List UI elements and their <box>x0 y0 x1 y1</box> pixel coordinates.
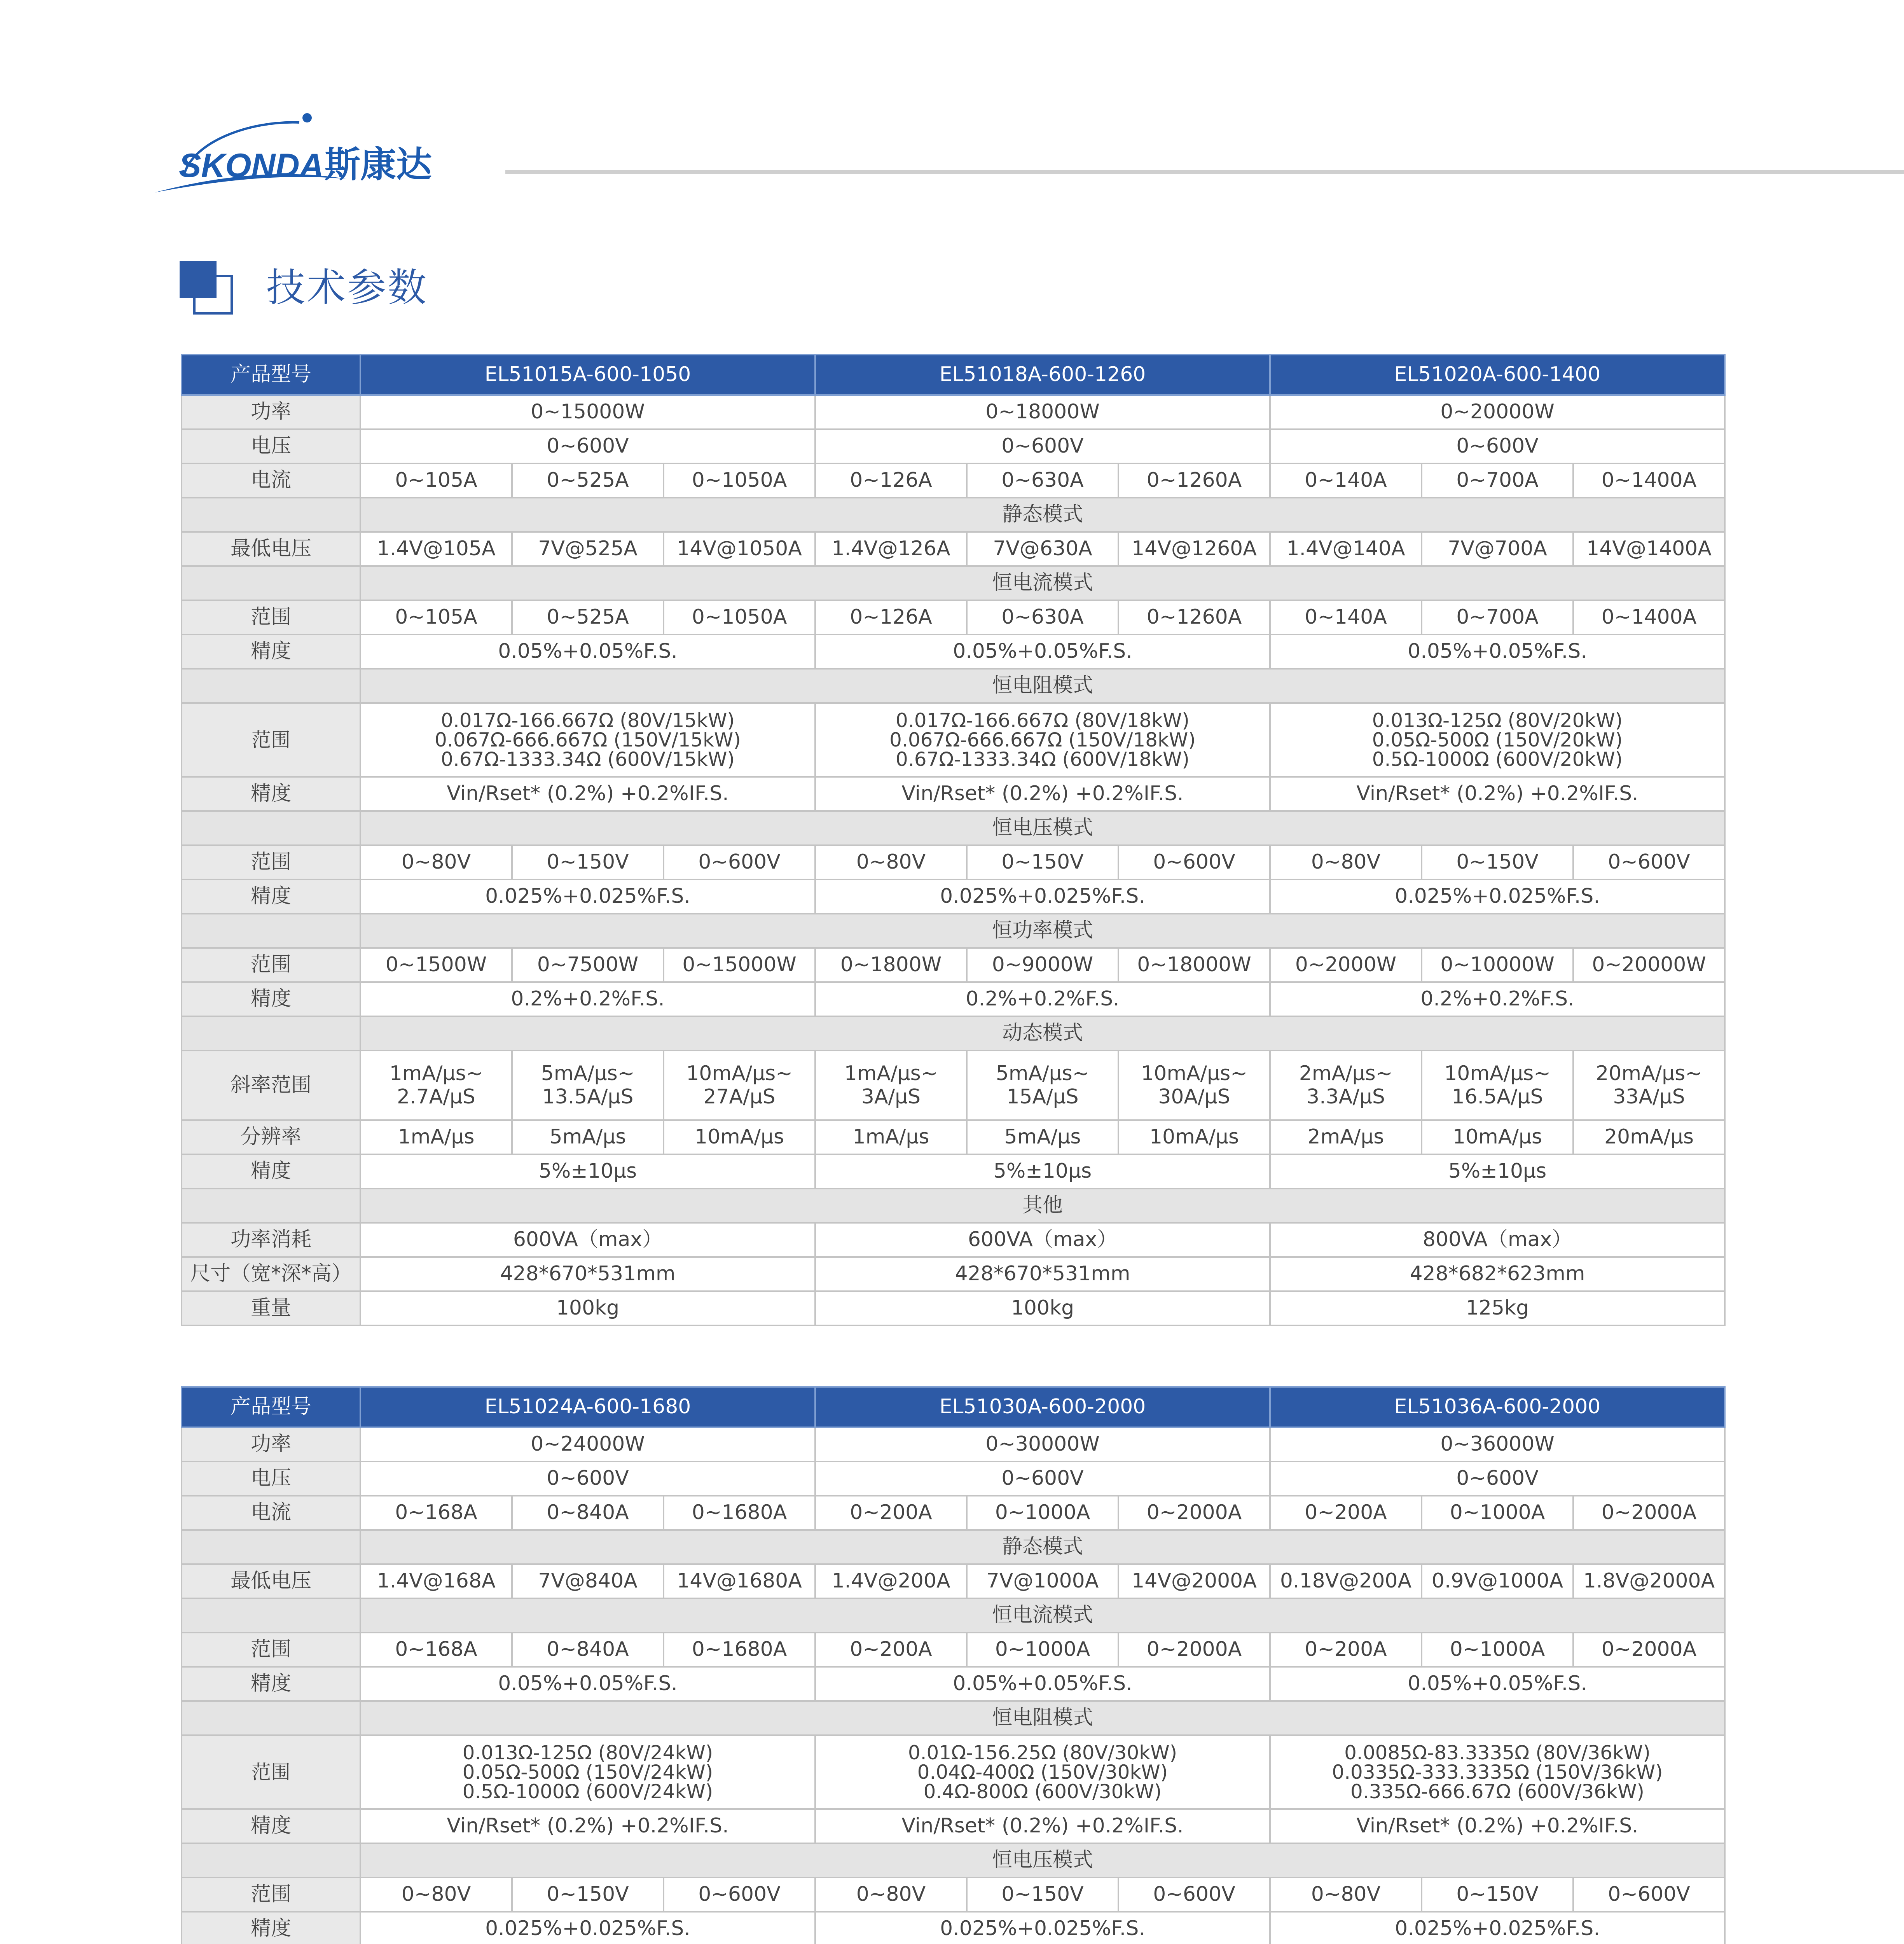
current-value: 0~105A <box>360 463 512 498</box>
cv-range-value: 0~80V <box>360 845 512 879</box>
slew-line: 2mA/μs~ <box>1299 1061 1393 1085</box>
power-value: 0~15000W <box>360 395 815 429</box>
slew-line: 3A/μS <box>861 1085 921 1108</box>
min-voltage-value: 14V@1400A <box>1573 532 1725 566</box>
section-spacer <box>182 1701 360 1735</box>
label-accuracy: 精度 <box>182 1809 360 1843</box>
cp-range-value: 0~1800W <box>815 948 967 982</box>
voltage-value: 0~600V <box>815 429 1270 463</box>
slew-line: 1mA/μs~ <box>389 1061 483 1085</box>
label-range: 范围 <box>182 600 360 635</box>
label-current: 电流 <box>182 1496 360 1530</box>
cv-range-value: 0~80V <box>815 845 967 879</box>
label-accuracy: 精度 <box>182 879 360 914</box>
label-voltage: 电压 <box>182 1461 360 1496</box>
cr-range-line: 0.0335Ω-333.3335Ω (150V/36kW) <box>1332 1761 1663 1783</box>
label-power: 功率 <box>182 1427 360 1461</box>
section-spacer <box>182 1189 360 1223</box>
cr-range-line: 0.017Ω-166.667Ω (80V/15kW) <box>441 709 735 732</box>
current-value: 0~1000A <box>1422 1496 1573 1530</box>
cv-range-value: 0~80V <box>815 1878 967 1912</box>
label-weight: 重量 <box>182 1291 360 1325</box>
slew-value <box>1422 1051 1573 1120</box>
cr-range-line: 0.01Ω-156.25Ω (80V/30kW) <box>908 1741 1177 1764</box>
cc-range-value: 0~1260A <box>1118 600 1270 635</box>
current-value: 0~1680A <box>664 1496 815 1530</box>
cc-range-value: 0~168A <box>360 1633 512 1667</box>
min-voltage-value: 7V@840A <box>512 1564 664 1598</box>
slew-value <box>664 1051 815 1120</box>
resolution-value: 20mA/μs <box>1573 1120 1725 1154</box>
slew-line: 10mA/μs~ <box>1444 1061 1551 1085</box>
spec-table <box>181 354 1726 1326</box>
cv-range-value: 0~600V <box>1118 1878 1270 1912</box>
consumption-value: 600VA（max） <box>360 1223 815 1257</box>
size-value: 428*670*531mm <box>815 1257 1270 1291</box>
label-range: 范围 <box>182 948 360 982</box>
section-static: 静态模式 <box>360 498 1725 532</box>
section-spacer <box>182 1843 360 1878</box>
cr-accuracy-value: Vin/Rset* (0.2%) +0.2%IF.S. <box>360 1809 815 1843</box>
cp-range-value: 0~20000W <box>1573 948 1725 982</box>
section-spacer <box>182 1598 360 1633</box>
cr-range-value <box>815 1735 1270 1809</box>
cv-range-value: 0~80V <box>1270 845 1422 879</box>
slew-line: 27A/μS <box>703 1085 776 1108</box>
slew-line: 1mA/μs~ <box>844 1061 938 1085</box>
label-min-voltage: 最低电压 <box>182 532 360 566</box>
section-cr: 恒电阻模式 <box>360 1701 1725 1735</box>
cr-range-value <box>1270 703 1725 777</box>
min-voltage-value: 7V@700A <box>1422 532 1573 566</box>
current-value: 0~126A <box>815 463 967 498</box>
min-voltage-value: 7V@525A <box>512 532 664 566</box>
cp-accuracy-value: 0.2%+0.2%F.S. <box>1270 982 1725 1016</box>
section-cc: 恒电流模式 <box>360 1598 1725 1633</box>
current-value: 0~2000A <box>1118 1496 1270 1530</box>
cc-accuracy-value: 0.05%+0.05%F.S. <box>815 635 1270 669</box>
cr-accuracy-value: Vin/Rset* (0.2%) +0.2%IF.S. <box>1270 777 1725 811</box>
section-spacer <box>182 669 360 703</box>
size-value: 428*670*531mm <box>360 1257 815 1291</box>
slew-value <box>1270 1051 1422 1120</box>
cr-range-line: 0.067Ω-666.667Ω (150V/15kW) <box>435 729 741 751</box>
cr-range-line: 0.017Ω-166.667Ω (80V/18kW) <box>896 709 1190 732</box>
voltage-value: 0~600V <box>1270 429 1725 463</box>
label-model: 产品型号 <box>182 1387 360 1427</box>
current-value: 0~525A <box>512 463 664 498</box>
cc-range-value: 0~1000A <box>967 1633 1118 1667</box>
section-cp: 恒功率模式 <box>360 914 1725 948</box>
label-min-voltage: 最低电压 <box>182 1564 360 1598</box>
current-value: 0~2000A <box>1573 1496 1725 1530</box>
section-spacer <box>182 566 360 600</box>
logo-dot <box>302 113 312 122</box>
voltage-value: 0~600V <box>360 429 815 463</box>
section-static: 静态模式 <box>360 1530 1725 1564</box>
cv-accuracy-value: 0.025%+0.025%F.S. <box>815 1912 1270 1944</box>
cr-accuracy-value: Vin/Rset* (0.2%) +0.2%IF.S. <box>360 777 815 811</box>
resolution-value: 10mA/μs <box>1118 1120 1270 1154</box>
voltage-value: 0~600V <box>360 1461 815 1496</box>
weight-value: 100kg <box>360 1291 815 1325</box>
cr-range-line: 0.05Ω-500Ω (150V/24kW) <box>462 1761 713 1783</box>
power-value: 0~18000W <box>815 395 1270 429</box>
power-value: 0~36000W <box>1270 1427 1725 1461</box>
weight-value: 100kg <box>815 1291 1270 1325</box>
label-range: 范围 <box>182 703 360 777</box>
label-range: 范围 <box>182 1633 360 1667</box>
label-accuracy: 精度 <box>182 635 360 669</box>
cc-range-value: 0~200A <box>1270 1633 1422 1667</box>
size-value: 428*682*623mm <box>1270 1257 1725 1291</box>
cr-range-line: 0.67Ω-1333.34Ω (600V/18kW) <box>896 748 1190 771</box>
label-range: 范围 <box>182 845 360 879</box>
slew-value <box>512 1051 664 1120</box>
section-cv: 恒电压模式 <box>360 811 1725 845</box>
cc-range-value: 0~140A <box>1270 600 1422 635</box>
cv-accuracy-value: 0.025%+0.025%F.S. <box>360 879 815 914</box>
cv-range-value: 0~80V <box>1270 1878 1422 1912</box>
min-voltage-value: 14V@2000A <box>1118 1564 1270 1598</box>
model-name: EL51024A-600-1680 <box>360 1387 815 1427</box>
cv-accuracy-value: 0.025%+0.025%F.S. <box>1270 1912 1725 1944</box>
cv-range-value: 0~600V <box>664 1878 815 1912</box>
slew-line: 2.7A/μS <box>397 1085 475 1108</box>
cc-range-value: 0~840A <box>512 1633 664 1667</box>
cr-range-line: 0.67Ω-1333.34Ω (600V/15kW) <box>441 748 735 771</box>
cr-range-value <box>360 703 815 777</box>
min-voltage-value: 14V@1680A <box>664 1564 815 1598</box>
skonda-logo <box>148 99 451 196</box>
resolution-value: 5mA/μs <box>967 1120 1118 1154</box>
cp-range-value: 0~9000W <box>967 948 1118 982</box>
cv-range-value: 0~150V <box>512 1878 664 1912</box>
section-cc: 恒电流模式 <box>360 566 1725 600</box>
cv-range-value: 0~150V <box>512 845 664 879</box>
cc-accuracy-value: 0.05%+0.05%F.S. <box>1270 1667 1725 1701</box>
current-value: 0~700A <box>1422 463 1573 498</box>
cv-accuracy-value: 0.025%+0.025%F.S. <box>360 1912 815 1944</box>
cp-range-value: 0~18000W <box>1118 948 1270 982</box>
label-accuracy: 精度 <box>182 1667 360 1701</box>
label-resolution: 分辨率 <box>182 1120 360 1154</box>
current-value: 0~1050A <box>664 463 815 498</box>
label-voltage: 电压 <box>182 429 360 463</box>
slew-value <box>1118 1051 1270 1120</box>
cv-range-value: 0~150V <box>1422 1878 1573 1912</box>
cp-accuracy-value: 0.2%+0.2%F.S. <box>815 982 1270 1016</box>
min-voltage-value: 1.4V@105A <box>360 532 512 566</box>
label-accuracy: 精度 <box>182 1912 360 1944</box>
cp-range-value: 0~2000W <box>1270 948 1422 982</box>
slew-value <box>815 1051 967 1120</box>
cp-accuracy-value: 0.2%+0.2%F.S. <box>360 982 815 1016</box>
min-voltage-value: 0.18V@200A <box>1270 1564 1422 1598</box>
cc-accuracy-value: 0.05%+0.05%F.S. <box>360 635 815 669</box>
cv-range-value: 0~150V <box>1422 845 1573 879</box>
power-value: 0~20000W <box>1270 395 1725 429</box>
power-value: 0~24000W <box>360 1427 815 1461</box>
resolution-value: 1mA/μs <box>360 1120 512 1154</box>
resolution-value: 1mA/μs <box>815 1120 967 1154</box>
model-name: EL51020A-600-1400 <box>1270 355 1725 395</box>
slew-line: 5mA/μs~ <box>996 1061 1090 1085</box>
section-spacer <box>182 1016 360 1051</box>
cc-range-value: 0~2000A <box>1118 1633 1270 1667</box>
min-voltage-value: 1.8V@2000A <box>1573 1564 1725 1598</box>
min-voltage-value: 0.9V@1000A <box>1422 1564 1573 1598</box>
cp-range-value: 0~15000W <box>664 948 815 982</box>
consumption-value: 800VA（max） <box>1270 1223 1725 1257</box>
resolution-value: 5mA/μs <box>512 1120 664 1154</box>
label-accuracy: 精度 <box>182 1154 360 1189</box>
cv-range-value: 0~600V <box>1573 1878 1725 1912</box>
label-range: 范围 <box>182 1735 360 1809</box>
slew-line: 33A/μS <box>1613 1085 1685 1108</box>
current-value: 0~140A <box>1270 463 1422 498</box>
min-voltage-value: 1.4V@140A <box>1270 532 1422 566</box>
min-voltage-value: 1.4V@200A <box>815 1564 967 1598</box>
cr-accuracy-value: Vin/Rset* (0.2%) +0.2%IF.S. <box>815 777 1270 811</box>
cr-range-value <box>1270 1735 1725 1809</box>
model-name: EL51015A-600-1050 <box>360 355 815 395</box>
spec-table <box>181 1386 1726 1944</box>
cr-range-line: 0.5Ω-1000Ω (600V/20kW) <box>1372 748 1623 771</box>
model-name: EL51036A-600-2000 <box>1270 1387 1725 1427</box>
section-title-icon <box>180 261 230 312</box>
label-size: 尺寸（宽*深*高） <box>182 1257 360 1291</box>
label-current: 电流 <box>182 463 360 498</box>
label-consumption: 功率消耗 <box>182 1223 360 1257</box>
label-model: 产品型号 <box>182 355 360 395</box>
cv-range-value: 0~150V <box>967 845 1118 879</box>
cv-accuracy-value: 0.025%+0.025%F.S. <box>815 879 1270 914</box>
cv-accuracy-value: 0.025%+0.025%F.S. <box>1270 879 1725 914</box>
cc-accuracy-value: 0.05%+0.05%F.S. <box>1270 635 1725 669</box>
cr-range-line: 0.335Ω-666.67Ω (600V/36kW) <box>1350 1780 1644 1803</box>
voltage-value: 0~600V <box>1270 1461 1725 1496</box>
min-voltage-value: 14V@1050A <box>664 532 815 566</box>
header-rule <box>505 170 1904 174</box>
resolution-value: 10mA/μs <box>1422 1120 1573 1154</box>
cr-range-line: 0.067Ω-666.667Ω (150V/18kW) <box>889 729 1196 751</box>
power-value: 0~30000W <box>815 1427 1270 1461</box>
slew-value <box>1573 1051 1725 1120</box>
cp-range-value: 0~10000W <box>1422 948 1573 982</box>
cc-range-value: 0~1400A <box>1573 600 1725 635</box>
slew-value <box>360 1051 512 1120</box>
resolution-value: 10mA/μs <box>664 1120 815 1154</box>
dynamic-accuracy-value: 5%±10μs <box>1270 1154 1725 1189</box>
slew-line: 13.5A/μS <box>542 1085 634 1108</box>
cr-range-line: 0.0085Ω-83.3335Ω (80V/36kW) <box>1344 1741 1651 1764</box>
cv-range-value: 0~600V <box>664 845 815 879</box>
slew-line: 30A/μS <box>1158 1085 1230 1108</box>
voltage-value: 0~600V <box>815 1461 1270 1496</box>
cc-range-value: 0~126A <box>815 600 967 635</box>
cc-range-value: 0~525A <box>512 600 664 635</box>
cc-accuracy-value: 0.05%+0.05%F.S. <box>815 1667 1270 1701</box>
slew-line: 10mA/μs~ <box>1141 1061 1247 1085</box>
min-voltage-value: 7V@1000A <box>967 1564 1118 1598</box>
section-spacer <box>182 1530 360 1564</box>
cc-accuracy-value: 0.05%+0.05%F.S. <box>360 1667 815 1701</box>
cr-accuracy-value: Vin/Rset* (0.2%) +0.2%IF.S. <box>1270 1809 1725 1843</box>
cr-accuracy-value: Vin/Rset* (0.2%) +0.2%IF.S. <box>815 1809 1270 1843</box>
logo-brand-cn: 斯康达 <box>325 144 432 185</box>
cr-range-line: 0.05Ω-500Ω (150V/20kW) <box>1372 729 1623 751</box>
cp-range-value: 0~7500W <box>512 948 664 982</box>
cc-range-value: 0~2000A <box>1573 1633 1725 1667</box>
current-value: 0~1000A <box>967 1496 1118 1530</box>
slew-value <box>967 1051 1118 1120</box>
logo-brand-latin: SKONDA <box>179 147 324 184</box>
cc-range-value: 0~200A <box>815 1633 967 1667</box>
section-title: 技术参数 <box>266 265 428 310</box>
label-accuracy: 精度 <box>182 982 360 1016</box>
cv-range-value: 0~80V <box>360 1878 512 1912</box>
slew-line: 20mA/μs~ <box>1596 1061 1702 1085</box>
consumption-value: 600VA（max） <box>815 1223 1270 1257</box>
cc-range-value: 0~1050A <box>664 600 815 635</box>
dynamic-accuracy-value: 5%±10μs <box>360 1154 815 1189</box>
cc-range-value: 0~630A <box>967 600 1118 635</box>
section-other: 其他 <box>360 1189 1725 1223</box>
cv-range-value: 0~150V <box>967 1878 1118 1912</box>
section-dynamic: 动态模式 <box>360 1016 1725 1051</box>
model-name: EL51018A-600-1260 <box>815 355 1270 395</box>
current-value: 0~200A <box>815 1496 967 1530</box>
cr-range-value <box>360 1735 815 1809</box>
label-accuracy: 精度 <box>182 777 360 811</box>
resolution-value: 2mA/μs <box>1270 1120 1422 1154</box>
cc-range-value: 0~1000A <box>1422 1633 1573 1667</box>
label-range: 范围 <box>182 1878 360 1912</box>
section-cr: 恒电阻模式 <box>360 669 1725 703</box>
cv-range-value: 0~600V <box>1573 845 1725 879</box>
current-value: 0~840A <box>512 1496 664 1530</box>
current-value: 0~630A <box>967 463 1118 498</box>
section-spacer <box>182 811 360 845</box>
cr-range-line: 0.013Ω-125Ω (80V/24kW) <box>462 1741 713 1764</box>
dynamic-accuracy-value: 5%±10μs <box>815 1154 1270 1189</box>
slew-line: 16.5A/μS <box>1452 1085 1543 1108</box>
current-value: 0~1260A <box>1118 463 1270 498</box>
min-voltage-value: 7V@630A <box>967 532 1118 566</box>
label-power: 功率 <box>182 395 360 429</box>
label-slew: 斜率范围 <box>182 1051 360 1120</box>
cr-range-line: 0.013Ω-125Ω (80V/20kW) <box>1372 709 1623 732</box>
current-value: 0~200A <box>1270 1496 1422 1530</box>
cc-range-value: 0~1680A <box>664 1633 815 1667</box>
min-voltage-value: 1.4V@126A <box>815 532 967 566</box>
section-spacer <box>182 498 360 532</box>
current-value: 0~168A <box>360 1496 512 1530</box>
cv-range-value: 0~600V <box>1118 845 1270 879</box>
slew-line: 10mA/μs~ <box>686 1061 793 1085</box>
model-name: EL51030A-600-2000 <box>815 1387 1270 1427</box>
slew-line: 3.3A/μS <box>1307 1085 1385 1108</box>
cc-range-value: 0~700A <box>1422 600 1573 635</box>
slew-line: 5mA/μs~ <box>541 1061 635 1085</box>
cr-range-line: 0.04Ω-400Ω (150V/30kW) <box>917 1761 1168 1783</box>
slew-line: 15A/μS <box>1006 1085 1079 1108</box>
cr-range-line: 0.4Ω-800Ω (600V/30kW) <box>923 1780 1162 1803</box>
cp-range-value: 0~1500W <box>360 948 512 982</box>
current-value: 0~1400A <box>1573 463 1725 498</box>
section-cv: 恒电压模式 <box>360 1843 1725 1878</box>
min-voltage-value: 1.4V@168A <box>360 1564 512 1598</box>
section-spacer <box>182 914 360 948</box>
min-voltage-value: 14V@1260A <box>1118 532 1270 566</box>
weight-value: 125kg <box>1270 1291 1725 1325</box>
cc-range-value: 0~105A <box>360 600 512 635</box>
cr-range-line: 0.5Ω-1000Ω (600V/24kW) <box>462 1780 713 1803</box>
cr-range-value <box>815 703 1270 777</box>
